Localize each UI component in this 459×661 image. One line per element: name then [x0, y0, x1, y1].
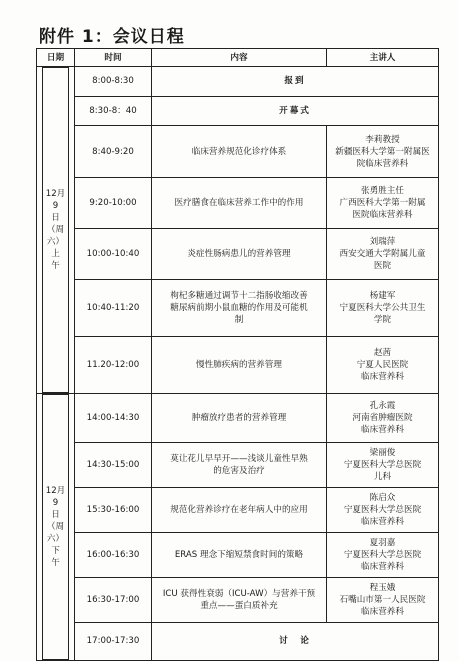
session-time: 9:20-10:00: [75, 177, 152, 228]
session-content-text: 规范化营养诊疗在老年病人中的应用: [170, 504, 308, 515]
am-date-label: 12月9 日（周 六）上 午: [45, 189, 66, 271]
header-content: 内容: [152, 49, 327, 67]
session-content-text: ERAS 理念下缩短禁食时间的策略: [174, 549, 304, 560]
header-speaker: 主讲人: [327, 49, 439, 67]
speaker-text: 李莉教授 新疆医科大学第一附属医 院临床营养科: [335, 134, 430, 169]
speaker-text: 孔永霞 河南省肿瘤医院 临床营养科: [352, 401, 413, 436]
session-content-text: 炎症性肠病患儿的营养管理: [187, 249, 291, 260]
session-time: 8:00-8:30: [75, 67, 152, 97]
table-row: [37, 577, 439, 622]
session-speaker: [327, 443, 439, 488]
session-time: 17:00-17:30: [75, 622, 152, 661]
session-speaker: [327, 577, 439, 622]
table-row: [37, 487, 439, 532]
session-content: [152, 337, 327, 394]
session-speaker: [327, 487, 439, 532]
schedule-table: [36, 48, 439, 661]
table-row: [37, 337, 439, 394]
table-row: [37, 177, 439, 228]
session-content: [152, 229, 327, 280]
session-time: 14:30-15:00: [75, 443, 152, 488]
speaker-text: 陈启众 宁夏医科大学总医院 临床营养科: [343, 492, 422, 527]
session-content: [152, 532, 327, 577]
session-content-text: ICU 获得性衰弱（ICU-AW）与营养干预 重点——蛋白质补充: [162, 588, 316, 611]
session-speaker: [327, 394, 439, 443]
session-content-text: 肿瘤放疗患者的营养管理: [191, 413, 287, 424]
session-speaker: [327, 126, 439, 177]
session-content: 报到: [152, 67, 439, 97]
session-content: [152, 126, 327, 177]
session-content: [152, 577, 327, 622]
table-row: [37, 394, 439, 443]
session-content: [152, 394, 327, 443]
pm-date-label: 12月9 日（周 六）下 午: [45, 486, 66, 568]
session-speaker: [327, 337, 439, 394]
session-speaker: [327, 280, 439, 337]
session-speaker: [327, 177, 439, 228]
session-content: [152, 443, 327, 488]
speaker-text: 杨建军 宁夏医科大学公共卫生 学院: [339, 291, 426, 326]
header-row: [37, 49, 439, 67]
session-time: 16:00-16:30: [75, 532, 152, 577]
table-row: [37, 67, 439, 97]
session-content: [152, 177, 327, 228]
session-content-text: 临床营养规范化诊疗体系: [191, 146, 287, 157]
header-time: 时间: [75, 49, 152, 67]
session-speaker: [327, 229, 439, 280]
session-speaker: [327, 532, 439, 577]
session-content: [152, 487, 327, 532]
document-title: 附件 1：会议日程: [39, 27, 185, 47]
speaker-text: 赵茜 宁夏人民医院 临床营养科: [356, 348, 409, 383]
am-date-cell: [37, 67, 75, 394]
session-time: 14:00-14:30: [75, 394, 152, 443]
session-content: 讨 论: [152, 622, 439, 661]
table-row: [37, 532, 439, 577]
session-time: 16:30-17:00: [75, 577, 152, 622]
session-time: 8:40-9:20: [75, 126, 152, 177]
speaker-text: 程玉娥 石嘴山市第一人民医院 临床营养科: [339, 582, 426, 617]
table-row: [37, 229, 439, 280]
speaker-text: 夏羽嘉 宁夏医科大学总医院 临床营养科: [343, 537, 422, 572]
header-date: 日期: [37, 49, 75, 67]
pm-date-box: [42, 394, 69, 660]
session-content: [152, 280, 327, 337]
speaker-text: 刘瑞萍 西安交通大学附属儿童 医院: [339, 237, 426, 272]
session-content: 开幕式: [152, 96, 439, 126]
session-time: 15:30-16:00: [75, 487, 152, 532]
speaker-text: 梁丽俊 宁夏医科大学总医院 儿科: [343, 448, 422, 483]
speaker-text: 张勇胜主任 广西医科大学第一附属 医院临床营养科: [339, 185, 426, 220]
session-content-text: 慢性肺疾病的营养管理: [196, 360, 282, 371]
session-content-text: 医疗膳食在临床营养工作中的作用: [174, 197, 304, 208]
table-row: [37, 280, 439, 337]
session-time: 11.20-12:00: [75, 337, 152, 394]
session-time: 10:00-10:40: [75, 229, 152, 280]
table-row: [37, 96, 439, 126]
session-content-text: 莫让花儿早早开——浅谈儿童性早熟 的危害及治疗: [170, 454, 308, 477]
pm-date-cell: [37, 394, 75, 661]
table-row: [37, 126, 439, 177]
session-content-text: 枸杞多糖通过调节十二指肠收缩改善 糖尿病前期小鼠血糖的作用及可能机 制: [170, 291, 308, 326]
table-row: [37, 622, 439, 661]
table-row: [37, 443, 439, 488]
session-time: 10:40-11:20: [75, 280, 152, 337]
am-date-box: [42, 67, 69, 393]
session-time: 8:30-8：40: [75, 96, 152, 126]
